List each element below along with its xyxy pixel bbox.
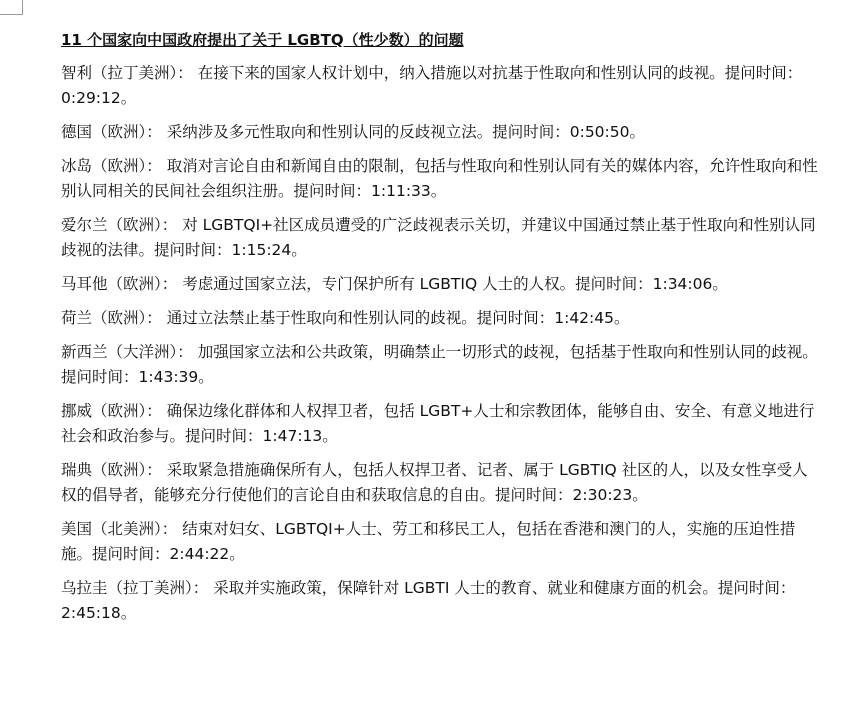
entry-text: 通过立法禁止基于性取向和性别认同的歧视。 (166, 309, 477, 327)
entry-time: 1:15:24。 (231, 241, 307, 259)
entry-time-label: 提问时间： (185, 427, 263, 445)
entry-time: 0:50:50。 (569, 123, 645, 141)
entry-country: 新西兰（大洋洲）： (61, 343, 193, 361)
entry-country: 乌拉圭（拉丁美洲）： (61, 579, 209, 597)
entry-time: 2:30:23。 (572, 486, 648, 504)
entry-country: 智利（拉丁美洲）： (61, 64, 193, 82)
entry-time-label: 提问时间： (92, 545, 170, 563)
entry-germany (61, 120, 821, 145)
entry-united-states (61, 517, 821, 567)
entry-uruguay (61, 576, 821, 626)
entry-time: 1:11:33。 (371, 182, 447, 200)
entry-text: 确保边缘化群体和人权捍卫者，包括 LGBT+人士和宗教团体，能够自由、安全、有意义地进行社会和政治参与。 (61, 402, 815, 445)
entry-country: 美国（北美洲）： (61, 520, 178, 538)
document-body (61, 30, 821, 635)
entry-time-label: 提问时间： (476, 309, 555, 327)
entry-text: 采纳涉及多元性取向和性别认同的反歧视立法。 (166, 123, 493, 141)
entry-norway (61, 399, 821, 449)
entry-time-label: 提问时间： (492, 123, 570, 141)
entry-time: 2:44:22。 (169, 545, 245, 563)
entry-sweden (61, 458, 821, 508)
entry-text: 加强国家立法和公共政策，明确禁止一切形式的歧视，包括基于性取向和性别认同的歧视。 (197, 343, 818, 361)
entry-country: 瑞典（欧洲）： (61, 461, 162, 479)
entry-time: 1:34:06。 (652, 275, 728, 293)
entry-country: 德国（欧洲）： (61, 123, 162, 141)
entry-country: 爱尔兰（欧洲）： (61, 216, 178, 234)
entry-text: 考虑通过国家立法，专门保护所有 LGBTIQ 人士的人权。 (182, 275, 576, 293)
entry-netherlands (61, 306, 821, 331)
entry-country: 挪威（欧洲）： (61, 402, 162, 420)
entry-new-zealand (61, 340, 821, 390)
entry-country: 冰岛（欧洲）： (61, 157, 162, 175)
entry-time-label: 提问时间： (154, 241, 232, 259)
entry-country: 马耳他（欧洲）： (61, 275, 178, 293)
entry-time-label: 提问时间： (717, 579, 796, 597)
entry-text: 结束对妇女、LGBTQI+人士、劳工和移民工人，包括在香港和澳门的人，实施的压迫性措施。 (61, 520, 796, 563)
entry-time: 1:43:39。 (138, 368, 214, 386)
entry-time-label: 提问时间： (724, 64, 803, 82)
entry-time: 0:29:12。 (61, 89, 137, 107)
entry-time-label: 提问时间： (61, 368, 139, 386)
entry-text: 采取紧急措施确保所有人，包括人权捍卫者、记者、属于 LGBTIQ 社区的人，以及女性享受人权的倡导者，能够充分行使他们的言论自由和获取信息的自由。 (61, 461, 808, 504)
entry-time: 2:45:18。 (61, 604, 137, 622)
entry-text: 在接下来的国家人权计划中，纳入措施以对抗基于性取向和性别认同的歧视。 (197, 64, 725, 82)
entry-time: 1:42:45。 (554, 309, 630, 327)
entry-text: 对 LGBTQI+社区成员遭受的广泛歧视表示关切，并建议中国通过禁止基于性取向和性别认同歧视的法律。 (61, 216, 816, 259)
entry-country: 荷兰（欧洲）： (61, 309, 162, 327)
page-corner-mark (0, 0, 23, 15)
entry-time-label: 提问时间： (293, 182, 372, 200)
document-title: 11 个国家向中国政府提出了关于 LGBTQ（性少数）的问题 (61, 31, 464, 49)
entry-malta (61, 272, 821, 297)
entry-time-label: 提问时间： (575, 275, 653, 293)
entry-time: 1:47:13。 (262, 427, 338, 445)
entry-ireland (61, 213, 821, 263)
entry-iceland (61, 154, 821, 204)
entry-time-label: 提问时间： (495, 486, 573, 504)
entry-text: 取消对言论自由和新闻自由的限制，包括与性取向和性别认同有关的媒体内容，允许性取向和性别认同相关的民间社会组织注册。 (61, 157, 818, 200)
entry-text: 采取并实施政策，保障针对 LGBTI 人士的教育、就业和健康方面的机会。 (213, 579, 718, 597)
entry-chile (61, 61, 821, 111)
